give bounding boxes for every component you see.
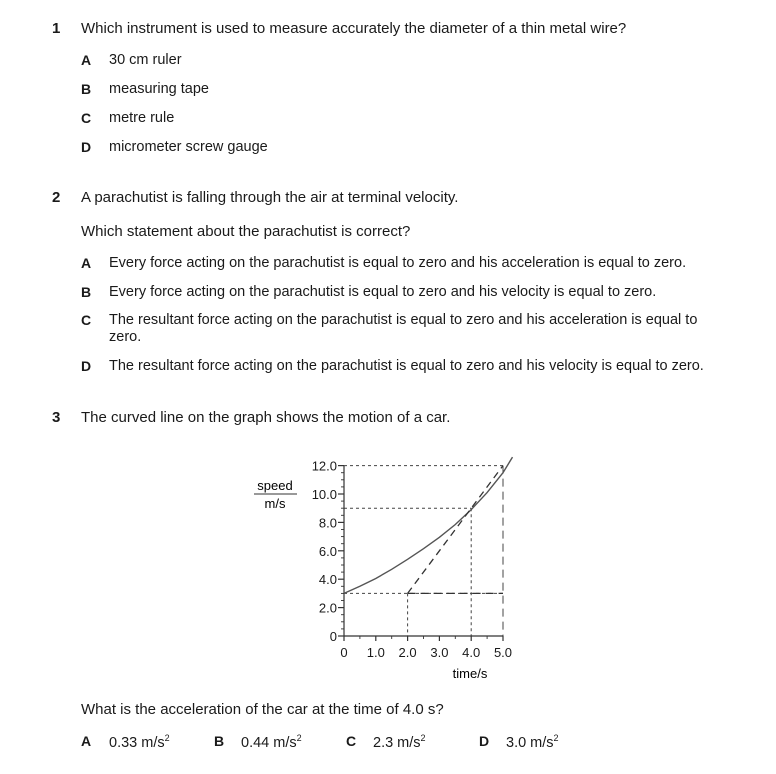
question-3-prompt: What is the acceleration of the car at the time of 4.0 s? xyxy=(81,701,444,718)
q3-option-c xyxy=(373,733,426,751)
q3-option-c-letter: C xyxy=(346,733,357,749)
x-tick-label: 3.0 xyxy=(430,645,449,660)
q3-option-a-exponent: 2 xyxy=(164,733,170,743)
question-1-text: Which instrument is used to measure accurately the diameter of a thin metal wire? xyxy=(81,20,627,37)
q3-option-b xyxy=(241,733,302,751)
x-tick-label: 0 xyxy=(340,645,348,660)
y-tick-labels xyxy=(312,459,337,644)
q3-option-b-text: 0.44 m/s xyxy=(241,734,297,751)
q1-option-a-text: 30 cm ruler xyxy=(109,52,182,68)
q3-option-c-text: 2.3 m/s xyxy=(373,734,421,751)
x-tick-label: 4.0 xyxy=(462,645,481,660)
q3-option-b-exponent: 2 xyxy=(296,733,302,743)
q3-option-d-exponent: 2 xyxy=(553,733,559,743)
y-tick-label: 12.0 xyxy=(311,458,337,474)
question-2-subtext: Which statement about the parachutist is correct? xyxy=(81,223,411,240)
q3-option-c-exponent: 2 xyxy=(420,733,426,743)
axes xyxy=(338,466,503,641)
q2-option-c-letter: C xyxy=(81,312,92,328)
y-tick-label: 2.0 xyxy=(318,600,337,616)
x-axis-label: time/s xyxy=(452,666,488,681)
guide-lines xyxy=(344,466,503,636)
y-tick-label: 0 xyxy=(329,629,337,644)
q3-option-d xyxy=(506,733,559,751)
x-tick-label: 1.0 xyxy=(366,645,385,660)
q2-option-b-text: Every force acting on the parachutist is equal to zero and his velocity is equal to zero. xyxy=(109,284,657,300)
y-tick-label: 8.0 xyxy=(318,515,337,531)
q2-option-b-letter: B xyxy=(81,284,92,300)
x-tick-label: 5.0 xyxy=(493,645,513,660)
question-2-number: 2 xyxy=(52,189,61,206)
q3-option-d-text: 3.0 m/s xyxy=(506,734,554,751)
y-tick-label: 10.0 xyxy=(311,487,337,502)
q2-option-d-text: The resultant force acting on the parachutist is equal to zero and his velocity is equal to zero. xyxy=(109,358,704,374)
q2-option-d-letter: D xyxy=(81,358,92,374)
q2-option-c-text: The resultant force acting on the parachutist is equal to zero and his acceleration is equal to zero. xyxy=(109,312,698,345)
q2-option-a-text: Every force acting on the parachutist is equal to zero and his acceleration is equal to zero. xyxy=(109,255,687,271)
y-tick-label: 6.0 xyxy=(318,543,337,559)
q1-option-a-letter: A xyxy=(81,52,92,68)
question-1-number: 1 xyxy=(52,20,61,37)
y-axis-label-bottom: m/s xyxy=(264,496,286,511)
question-2-text: A parachutist is falling through the air at terminal velocity. xyxy=(81,189,459,206)
tangent-line xyxy=(408,466,503,594)
q1-option-c-text: metre rule xyxy=(109,110,175,126)
y-axis-label-top: speed xyxy=(257,478,293,493)
q3-option-b-letter: B xyxy=(214,733,225,749)
y-tick-label: 4.0 xyxy=(318,572,337,588)
q1-option-b-letter: B xyxy=(81,81,92,97)
q3-option-a-text: 0.33 m/s xyxy=(109,734,165,751)
question-3-number: 3 xyxy=(52,409,61,426)
x-tick-label: 2.0 xyxy=(398,645,417,660)
question-3-text: The curved line on the graph shows the motion of a car. xyxy=(81,409,451,426)
q3-option-a xyxy=(109,733,170,751)
q2-option-a-letter: A xyxy=(81,255,92,271)
q3-option-a-letter: A xyxy=(81,733,92,749)
q3-option-d-letter: D xyxy=(479,733,490,749)
x-tick-labels xyxy=(340,645,512,660)
q1-option-d-text: micrometer screw gauge xyxy=(109,139,268,155)
q1-option-b-text: measuring tape xyxy=(109,81,209,97)
q1-option-c-letter: C xyxy=(81,110,92,126)
q1-option-d-letter: D xyxy=(81,139,92,155)
speed-curve xyxy=(344,457,513,593)
